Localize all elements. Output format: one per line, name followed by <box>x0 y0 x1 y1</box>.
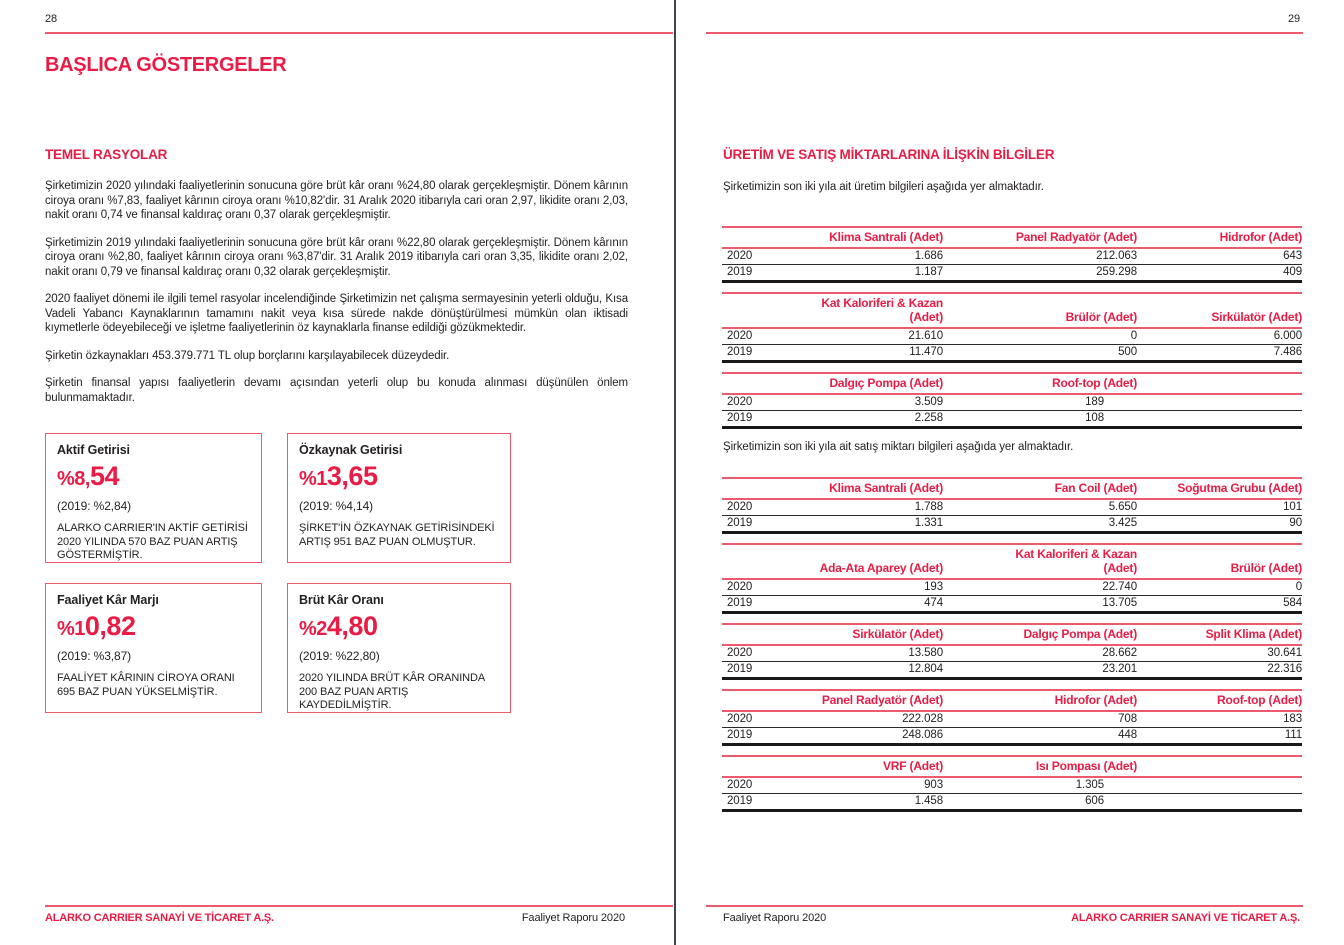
year-cell: 2020 <box>722 394 782 411</box>
column-header: Kat Kaloriferi & Kazan (Adet) <box>943 544 1137 579</box>
value-cell: 1.305 <box>943 777 1137 794</box>
value-cell: 259.298 <box>1096 266 1137 278</box>
value-cell: 409 <box>1283 266 1302 278</box>
value-cell: 248.086 <box>902 729 943 741</box>
column-header <box>722 478 782 499</box>
table-row <box>722 499 1302 516</box>
column-header: Sirkülatör (Adet) <box>1137 293 1302 328</box>
value-cell: 13.580 <box>782 645 943 662</box>
column-header: Roof-top (Adet) <box>1137 690 1302 711</box>
sales-intro-text: Şirketimizin son iki yıla ait satış miktarı bilgileri aşağıda yer almaktadır. <box>723 441 1074 453</box>
production-intro-text: Şirketimizin son iki yıla ait üretim bilgileri aşağıda yer almaktadır. <box>723 181 1044 193</box>
column-header <box>722 624 782 645</box>
paragraph: 2020 faaliyet dönemi ile ilgili temel rasyolar incelendiğinde Şirketimizin net çalışma sermayesinin yeterli olduğu, Kısa Vadeli Yabancı Kaynaklarının tamamını nakit veya kısa sürede nakde dönüştürülmesi mümkün olan iktisadi kıymetlerle ödeyebileceği ve işletme faaliyetlerinin öz kaynaklarla finanse edildiği gözükmektedir. <box>45 293 628 334</box>
value-cell: 22.740 <box>943 579 1137 596</box>
value-cell: 474 <box>924 597 943 609</box>
column-header: Sirkülatör (Adet) <box>782 624 943 645</box>
value-cell: 28.662 <box>943 645 1137 662</box>
kpi-caption: ALARKO CARRIER'IN AKTİF GETİRİSİ 2020 YILINDA 570 BAZ PUAN ARTIŞ GÖSTERMİŞTİR. <box>57 522 248 561</box>
value-cell: 11.470 <box>909 346 943 358</box>
table-row <box>722 394 1302 411</box>
paragraph: Şirketimizin 2020 yılındaki faaliyetlerinin sonucuna göre brüt kâr oranı %24,80 olarak gerçekleşmiştir. Dönem kârının ciroya oranı %7,83, faaliyet kârının ciroya oranı %10,82'dir. 31 Aralık 2020 itibarıyla cari oran 2,97, likidite oranı 2,03, nakit oranı 0,74 ve finansal kaldıraç oranı 0,37 olarak gerçekleşmiştir. <box>45 180 628 221</box>
value-cell: 5.650 <box>943 499 1137 516</box>
data-table <box>722 689 1302 746</box>
year-cell: 2020 <box>722 711 782 728</box>
sales-tables <box>722 477 1302 821</box>
kpi-previous-year: (2019: %2,84) <box>57 499 132 513</box>
year-cell: 2020 <box>722 499 782 516</box>
kpi-value: %24,80 <box>299 611 378 641</box>
footer-report-name: Faaliyet Raporu 2020 <box>521 912 625 924</box>
column-header: Split Klima (Adet) <box>1137 624 1302 645</box>
kpi-caption: FAALİYET KÂRININ CİROYA ORANI 695 BAZ PUAN YÜKSELMİŞTİR. <box>57 672 235 698</box>
year-cell: 2019 <box>727 795 753 807</box>
year-cell: 2020 <box>722 777 782 794</box>
value-cell <box>1137 394 1302 411</box>
column-header: Soğutma Grubu (Adet) <box>1137 478 1302 499</box>
page-gutter-divider <box>674 0 676 945</box>
value-cell: 193 <box>782 579 943 596</box>
table-row <box>722 728 1302 745</box>
kpi-caption: ŞİRKET'İN ÖZKAYNAK GETİRİSİNDEKİ ARTIŞ 951 BAZ PUAN OLMUŞTUR. <box>299 522 495 548</box>
header-rule-right <box>706 32 1303 34</box>
column-header <box>722 227 782 248</box>
column-header: Panel Radyatör (Adet) <box>943 227 1137 248</box>
value-cell: 708 <box>943 711 1137 728</box>
value-cell: 222.028 <box>782 711 943 728</box>
column-header: Klima Santrali (Adet) <box>782 227 943 248</box>
column-header <box>722 544 782 579</box>
value-cell: 1.187 <box>914 266 943 278</box>
kpi-value: %8,54 <box>57 461 120 491</box>
column-header: Kat Kaloriferi & Kazan (Adet) <box>782 293 943 328</box>
value-cell: 643 <box>1137 248 1302 265</box>
year-cell: 2019 <box>727 597 753 609</box>
page-number-right: 29 <box>1287 13 1300 25</box>
kpi-card-ozkaynak-getirisi <box>287 433 511 563</box>
value-cell: 448 <box>1118 729 1137 741</box>
data-table <box>722 372 1302 429</box>
value-cell: 111 <box>1284 729 1302 741</box>
kpi-previous-year: (2019: %3,87) <box>57 649 132 663</box>
kpi-card-aktif-getirisi <box>45 433 262 563</box>
value-cell <box>1137 777 1302 794</box>
paragraph: Şirketimizin 2019 yılındaki faaliyetlerinin sonucuna göre brüt kâr oranı %22,80 olarak gerçekleşmiştir. Dönem kârının ciroya oranı %2,80, faaliyet kârının ciroya oranı %3,87'dir. 31 Aralık 2019 itibarıyla cari oran 3,35, likidite oranı 2,02, nakit oranı 0,79 ve finansal kaldıraç oranı 0,32 olarak gerçekleşmiştir. <box>45 236 628 278</box>
section-title-temel-rasyolar: TEMEL RASYOLAR <box>45 147 168 162</box>
year-cell: 2020 <box>722 328 782 345</box>
column-header <box>722 373 782 394</box>
value-cell: 189 <box>943 394 1137 411</box>
year-cell: 2019 <box>727 517 753 529</box>
column-header <box>722 756 782 777</box>
value-cell: 1.788 <box>782 499 943 516</box>
data-table <box>722 477 1302 534</box>
column-header <box>1137 373 1302 394</box>
kpi-previous-year: (2019: %22,80) <box>299 649 380 663</box>
value-cell: 23.201 <box>1102 663 1137 675</box>
column-header: Brülör (Adet) <box>943 293 1137 328</box>
column-header <box>722 293 782 328</box>
column-header <box>722 690 782 711</box>
page-number-left: 28 <box>45 13 58 25</box>
value-cell: 500 <box>1118 346 1137 358</box>
column-header: Klima Santrali (Adet) <box>782 478 943 499</box>
value-cell: 108 <box>1085 412 1104 424</box>
value-cell: 13.705 <box>1102 597 1137 609</box>
footer-rule-left <box>45 905 673 907</box>
table-row <box>722 248 1302 265</box>
column-header: Hidrofor (Adet) <box>943 690 1137 711</box>
production-tables <box>722 226 1302 438</box>
value-cell: 6.000 <box>1137 328 1302 345</box>
data-table <box>722 292 1302 363</box>
value-cell: 584 <box>1283 597 1302 609</box>
section-title-uretim-satis: ÜRETİM VE SATIŞ MİKTARLARINA İLİŞKİN BİLGİLER <box>723 147 1055 162</box>
column-header: Dalgıç Pompa (Adet) <box>782 373 943 394</box>
column-header: Roof-top (Adet) <box>943 373 1137 394</box>
table-row <box>722 777 1302 794</box>
paragraph: Şirketin finansal yapısı faaliyetlerin devamı açısından yeterli olup bu konuda alınması düşünülen önlem bulunmamaktadır. <box>45 377 628 404</box>
table-row <box>722 794 1302 811</box>
kpi-title: Aktif Getirisi <box>57 443 130 457</box>
value-cell: 2.258 <box>914 412 943 424</box>
data-table <box>722 623 1302 680</box>
page-title: BAŞLICA GÖSTERGELER <box>45 54 287 76</box>
header-rule-left <box>45 32 673 34</box>
value-cell: 1.331 <box>914 517 943 529</box>
value-cell: 30.641 <box>1137 645 1302 662</box>
year-cell: 2019 <box>727 729 753 741</box>
column-header: Hidrofor (Adet) <box>1137 227 1302 248</box>
year-cell: 2020 <box>722 579 782 596</box>
year-cell: 2019 <box>727 346 753 358</box>
value-cell: 3.425 <box>1108 517 1137 529</box>
table-row <box>722 265 1302 282</box>
column-header: Brülör (Adet) <box>1137 544 1302 579</box>
value-cell: 7.486 <box>1273 346 1302 358</box>
year-cell: 2019 <box>727 412 753 424</box>
kpi-value: %10,82 <box>57 611 136 641</box>
footer-report-name: Faaliyet Raporu 2020 <box>723 912 827 924</box>
data-table <box>722 226 1302 283</box>
column-header: Dalgıç Pompa (Adet) <box>943 624 1137 645</box>
year-cell: 2020 <box>722 248 782 265</box>
value-cell: 22.316 <box>1267 663 1302 675</box>
year-cell: 2019 <box>727 266 753 278</box>
kpi-value: %13,65 <box>299 461 378 491</box>
year-cell: 2020 <box>722 645 782 662</box>
value-cell: 903 <box>782 777 943 794</box>
year-cell: 2019 <box>727 663 753 675</box>
kpi-card-faaliyet-kar-marji <box>45 583 262 713</box>
table-row <box>722 662 1302 679</box>
footer-rule-right <box>706 905 1303 907</box>
data-table <box>722 543 1302 614</box>
table-row <box>722 645 1302 662</box>
value-cell <box>1137 794 1302 811</box>
column-header <box>1137 756 1302 777</box>
table-row <box>722 596 1302 613</box>
paragraph: Şirketin özkaynakları 453.379.771 TL olup borçlarını karşılayabilecek düzeydedir. <box>45 349 450 362</box>
value-cell: 101 <box>1137 499 1302 516</box>
column-header: Panel Radyatör (Adet) <box>782 690 943 711</box>
value-cell: 90 <box>1289 517 1302 529</box>
kpi-title: Brüt Kâr Oranı <box>299 593 384 607</box>
table-row <box>722 328 1302 345</box>
kpi-card-brut-kar-orani <box>287 583 511 713</box>
column-header: Isı Pompası (Adet) <box>943 756 1137 777</box>
column-header: Fan Coil (Adet) <box>943 478 1137 499</box>
footer-company-name: ALARKO CARRIER SANAYİ VE TİCARET A.Ş. <box>45 912 274 924</box>
table-row <box>722 711 1302 728</box>
value-cell: 12.804 <box>908 663 943 675</box>
value-cell: 3.509 <box>782 394 943 411</box>
value-cell: 183 <box>1137 711 1302 728</box>
kpi-previous-year: (2019: %4,14) <box>299 499 374 513</box>
table-row <box>722 411 1302 428</box>
table-row <box>722 579 1302 596</box>
kpi-title: Özkaynak Getirisi <box>299 443 403 457</box>
value-cell: 1.686 <box>782 248 943 265</box>
value-cell: 0 <box>1137 579 1302 596</box>
value-cell: 212.063 <box>943 248 1137 265</box>
value-cell: 1.458 <box>914 795 943 807</box>
footer-company-name: ALARKO CARRIER SANAYİ VE TİCARET A.Ş. <box>1071 912 1300 924</box>
column-header: Ada-Ata Aparey (Adet) <box>782 544 943 579</box>
value-cell: 0 <box>943 328 1137 345</box>
value-cell: 606 <box>1085 795 1104 807</box>
value-cell <box>1137 411 1302 428</box>
column-header: VRF (Adet) <box>782 756 943 777</box>
kpi-title: Faaliyet Kâr Marjı <box>57 593 159 607</box>
table-row <box>722 516 1302 533</box>
kpi-caption: 2020 YILINDA BRÜT KÂR ORANINDA 200 BAZ PUAN ARTIŞ KAYDEDİLMİŞTİR. <box>299 672 485 711</box>
table-row <box>722 345 1302 362</box>
value-cell: 21.610 <box>782 328 943 345</box>
data-table <box>722 755 1302 812</box>
temel-rasyolar-paragraphs <box>45 179 628 418</box>
